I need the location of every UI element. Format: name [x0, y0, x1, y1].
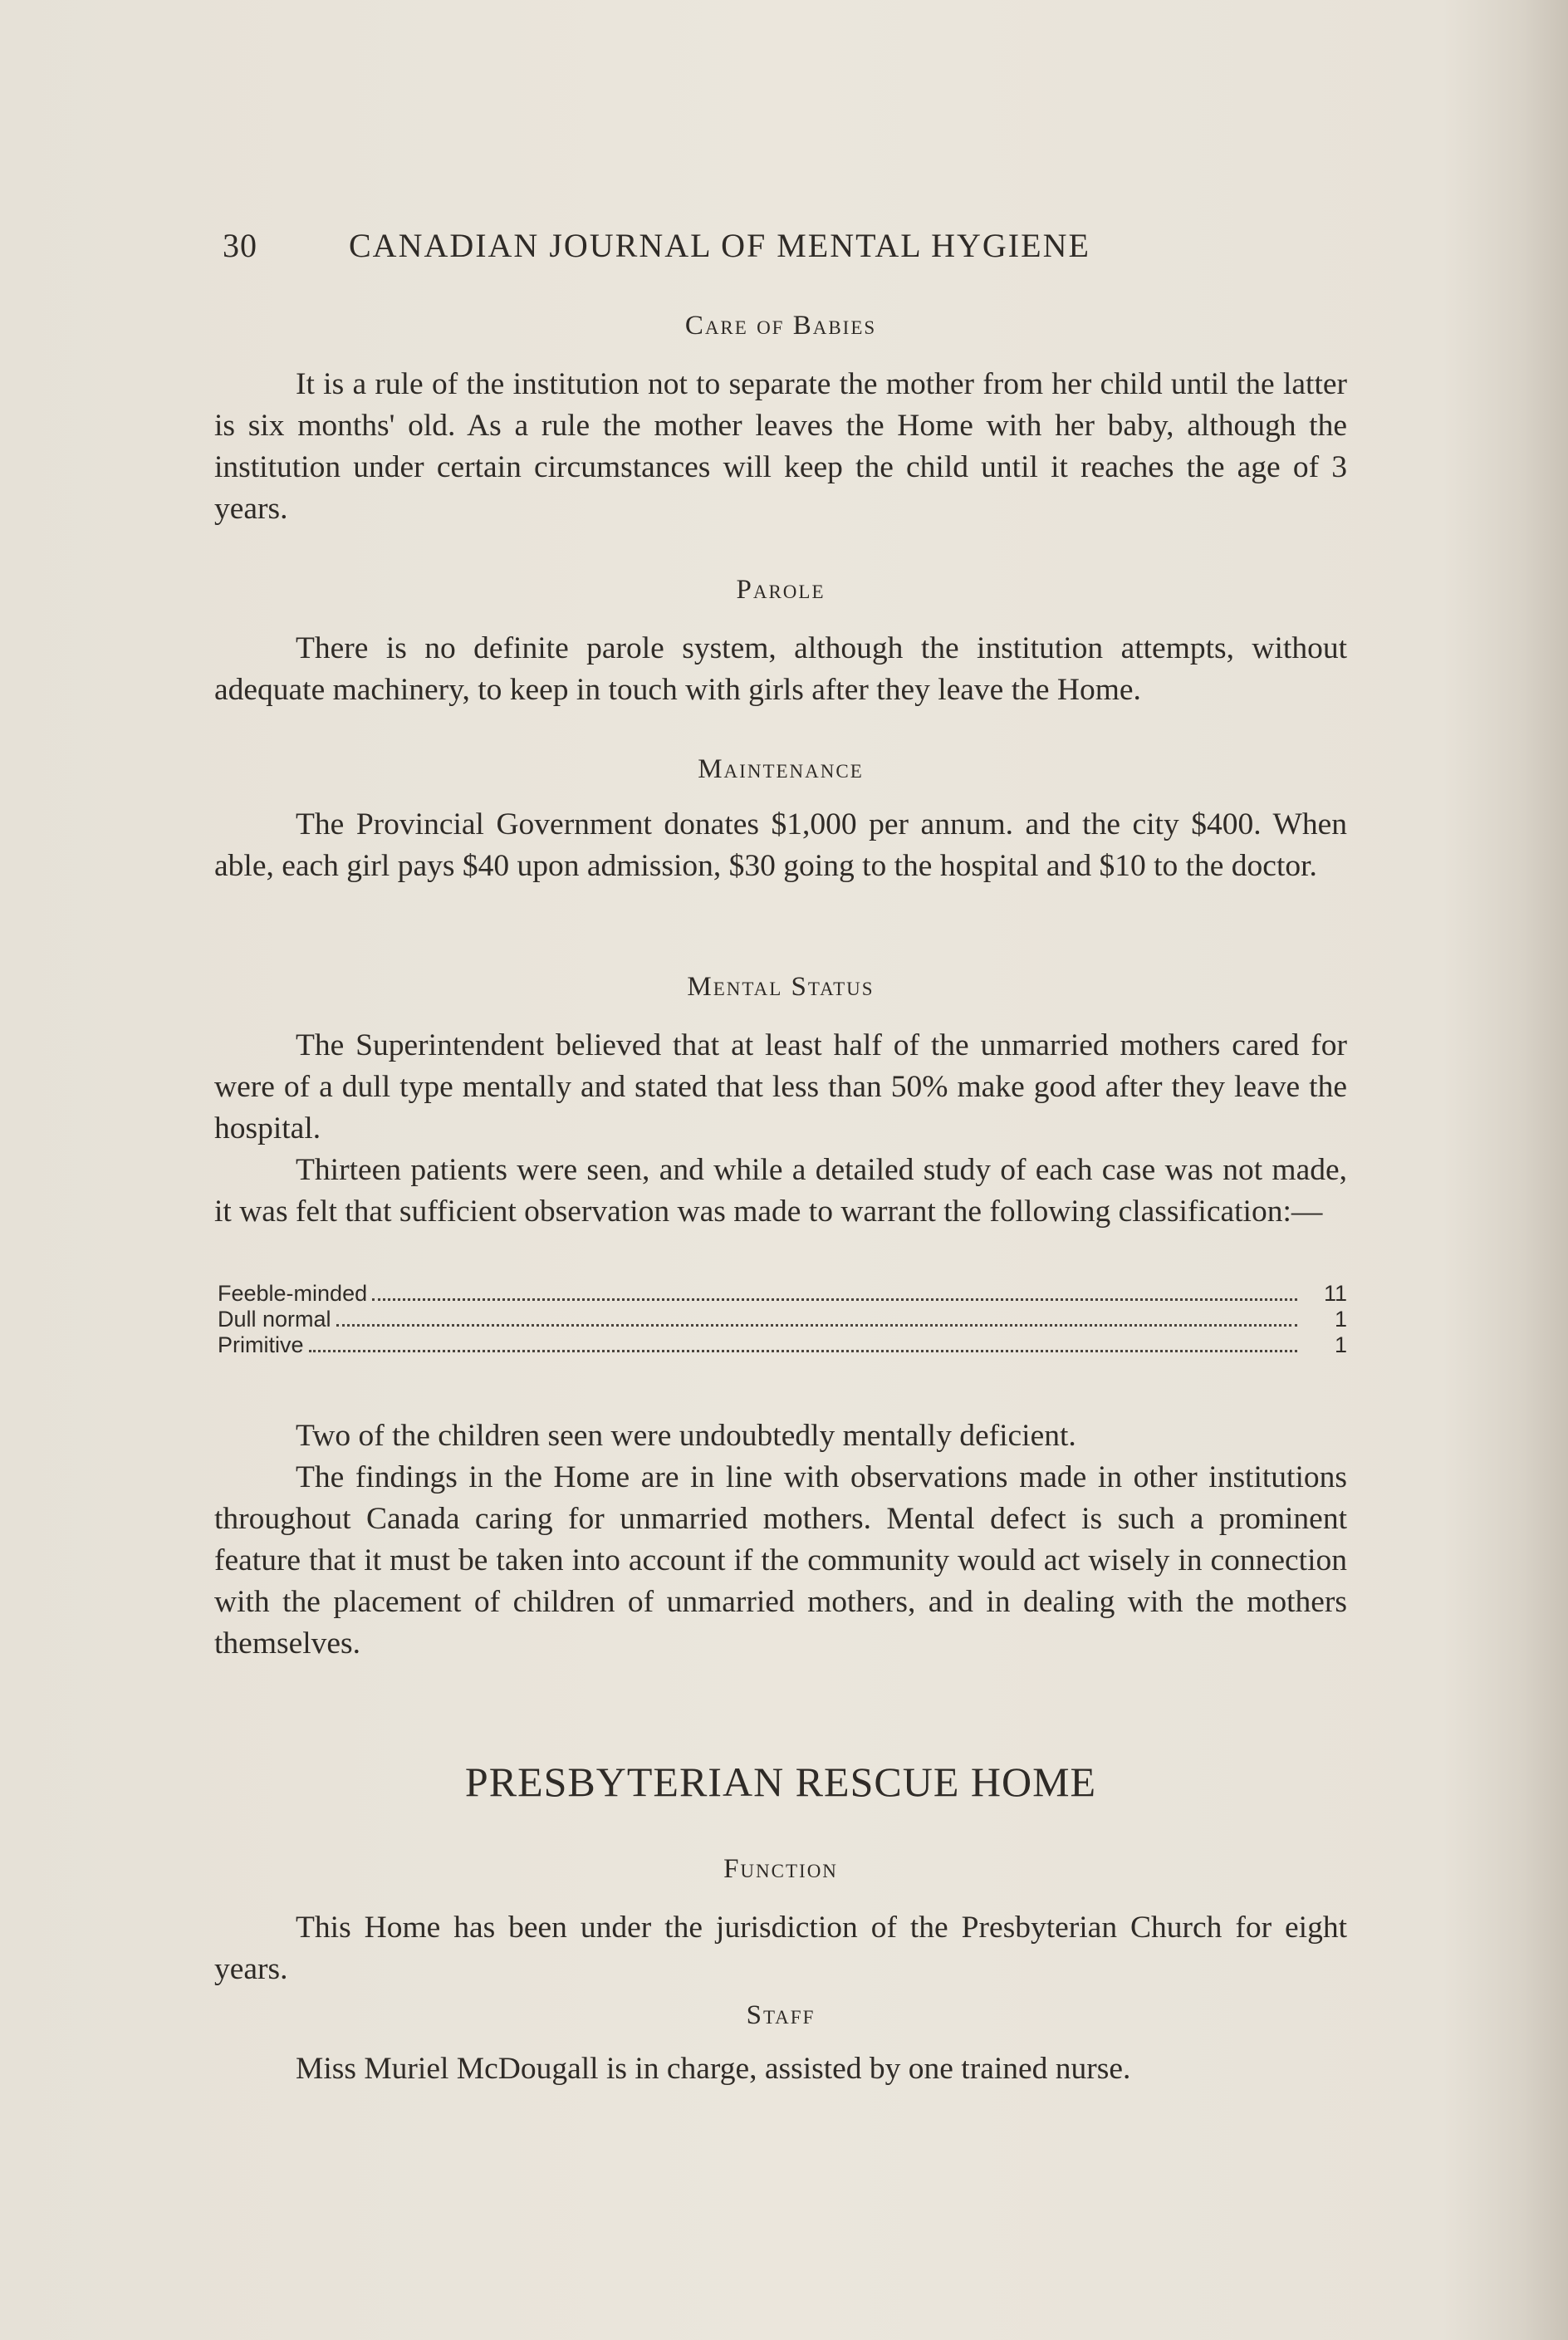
dot-leader [309, 1350, 1297, 1352]
maintenance-heading: Maintenance [698, 754, 864, 784]
table-row [218, 1281, 1347, 1307]
function-text: This Home has been under the jurisdiction of the Presbyterian Church for eight years. [214, 1911, 1347, 1986]
row-label: Dull normal [218, 1307, 331, 1332]
dot-leader [336, 1324, 1297, 1327]
care-of-babies-section [214, 364, 1347, 530]
table-row [218, 1332, 1347, 1358]
row-label: Feeble-minded [218, 1281, 368, 1306]
row-label: Primitive [218, 1332, 304, 1357]
mental-status-heading: Mental Status [687, 972, 875, 1002]
care-of-babies-text: It is a rule of the institution not to separate the mother from her child until the latter is six months' old. As a rule the mother leaves the Home with her baby, although the institution under certain circumstances will keep the child until it reaches the age of 3 years. [214, 367, 1347, 526]
mental-status-continued [214, 1415, 1347, 1665]
mental-status-para-2: Thirteen patients were seen, and while a detailed study of each case was not made, it was felt that sufficient observation was made to warrant the following classification:— [214, 1153, 1347, 1229]
mental-status-section [214, 1025, 1347, 1233]
presbyterian-title: PRESBYTERIAN RESCUE HOME [464, 1759, 1097, 1805]
mental-status-para-3: Two of the children seen were undoubtedly mentally deficient. [296, 1419, 1076, 1453]
parole-section [214, 628, 1347, 711]
row-value: 1 [1334, 1307, 1347, 1332]
table-row [218, 1307, 1347, 1332]
row-value: 1 [1334, 1332, 1347, 1357]
journal-title: CANADIAN JOURNAL OF MENTAL HYGIENE [349, 227, 1090, 264]
mental-status-para-1: The Superintendent believed that at least half of the unmarried mothers cared for were of a dull type mentally and stated that less than 50% make good after they leave the hospital. [214, 1028, 1347, 1145]
staff-section [214, 2048, 1347, 2090]
parole-text: There is no definite parole system, although the institution attempts, without adequate machinery, to keep in touch with girls after they leave the Home. [214, 631, 1347, 707]
function-heading: Function [723, 1854, 838, 1884]
row-value: 11 [1323, 1281, 1347, 1306]
maintenance-text: The Provincial Government donates $1,000 per annum. and the city $400. When able, each girl pays $40 upon admission, $30 going to the hospital and $10 to the doctor. [214, 807, 1347, 883]
care-of-babies-heading: Care of Babies [684, 311, 877, 341]
mental-status-para-4: The findings in the Home are in line with observations made in other institutions throughout Canada caring for unmarried mothers. Mental defect is such a prominent feature that it must be taken into account if the community would act wisely in connection with the placement of children of unmarried mothers, and in dealing with the mothers themselves. [214, 1460, 1347, 1661]
classification-table [218, 1281, 1347, 1358]
maintenance-section [214, 804, 1347, 887]
page-number: 30 [223, 227, 257, 264]
staff-heading: Staff [746, 2000, 816, 2030]
parole-heading: Parole [736, 575, 826, 605]
dot-leader [372, 1298, 1297, 1301]
staff-text: Miss Muriel McDougall is in charge, assisted by one trained nurse. [296, 2052, 1131, 2086]
function-section [214, 1907, 1347, 1990]
